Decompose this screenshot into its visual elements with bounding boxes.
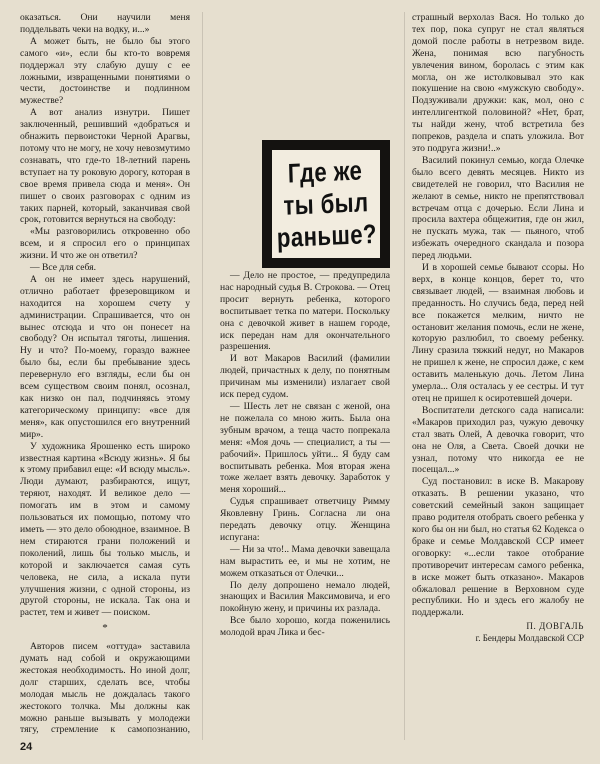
paragraph: А вот анализ изнутри. Пишет заключенный, решивший «добраться и обнажить первоистоки Черной Арагвы, потому что не могу, не хочу невозмутимо сознавать, что где-то 18-летний парень вступает на ту роковую дорогу, которая в свое время привела сюда и меня». Он пишет о своих разговорах с одним из таких парней, который, заканчивая свой срок, готовится вернуться на свободу: xyxy=(20,107,190,226)
section-separator: * xyxy=(102,622,108,635)
paragraph: — Все для себя. xyxy=(30,262,96,274)
paragraph: — Ни за что!.. Мама девочки завещала нам вырастить ее, и мы не хотим, не можем отказаться от Олечки... xyxy=(220,543,390,579)
paragraph: Все было хорошо, когда поженились молодой врач Лика и бес- xyxy=(220,615,390,639)
headline-box xyxy=(262,140,390,268)
left-column xyxy=(20,12,190,734)
paragraph: Судья спрашивает ответчицу Римму Яковлевну Гринь. Согласна ли она передать девочку отцу. Женщина испугана: xyxy=(220,496,390,543)
paragraph: Авторов писем «оттуда» заставила думать над собой и окружающими жестокая необходимость. Но иной долг, долг старших, сделать все, чтобы молодая мысль не дождалась такого жестокого толчка. Мы должны как можно раньше вызывать у молодежи тягу, стремление к самопознанию, xyxy=(20,641,190,734)
column-divider xyxy=(404,12,405,740)
article-headline: Где же ты был раньше? xyxy=(276,155,378,254)
paragraph: А он не имеет здесь нарушений, отлично работает фрезеровщиком и находится на хорошем счету у администрации. Спрашивается, что он вынес отсюда и что он понесет на свободу? Он испытал тяготы, лишения. Ну и что? По-моему, гораздо важнее было бы, если бы пребывание здесь перевернуло его взгляды, если бы он всем существом своим понял, осознал, как низко он пал, подчиняясь этому категорическому принципу: «все для меня», как опустошился его внутренний мир». xyxy=(20,273,190,440)
author-location: г. Бендеры Молдавской ССР xyxy=(475,633,584,644)
page-number: 24 xyxy=(20,741,33,753)
paragraph: И вот Макаров Василий (фамилии людей, причастных к делу, по понятным причинам мы изменили) излагает свой иск перед судом. xyxy=(220,353,390,401)
paragraph: Василий покинул семью, когда Олечке было всего девять месяцев. Никто из свидетелей не говорил, что Василия не желают в семье, никто не препятствовал встречам отца с дочерью. Если Лина и просила вахтера общежития, где он жил, не пускать мужа, так — пьяного, чтоб избежать очередного скандала и позора перед людьми. xyxy=(412,154,584,262)
paragraph: «Мы разговорились откровенно обо всем, и я спросил его о принципах жизни. И что же он ответил? xyxy=(20,226,190,262)
paragraph: — Шесть лет не связан с женой, она не пожелала со мною жить. Была она зубным врачом, а теща часто попрекала меня: «Моя дочь — специалист, а ты — рабочий». Пришлось уйти... Я буду сам воспитывать ребенка. Моя вторая жена тоже желает взять девочку. Заработок у меня хороший... xyxy=(220,400,390,496)
paragraph: У художника Ярошенко есть широко известная картина «Всюду жизнь». Я бы к этому прибавил еще: «И всюду мысль». Люди думают, разбираются, ищут, теряют, находят. И великое дело — помогать им в этом и самому пользоваться их помощью, потому что иметь — это дело обоюдное, взаимное. В нем стираются грани положений и поколений, лишь бы только мысль, и которой и заключается самая суть человека, не сила, а искала пути улучшения жизни, с одной стороны, из другой стороны, не искала. Так она и растет, тем и живет — поиском. xyxy=(20,440,190,619)
paragraph: По делу допрошено немало людей, знающих и Василия Максимовича, и его покойную жену, и причины их разлада. xyxy=(220,579,390,615)
paragraph: А может быть, не было бы этого самого «и», если бы кто-то вовремя поддержал эту слабую душу с ее ложными, извращенными понятиями о чести, достоинстве и подлинном мужестве? xyxy=(20,35,190,107)
paragraph: И в хорошей семье бывают ссоры. Но верх, в конце концов, берет то, что связывает людей, — взаимная любовь и преданность. Но случись беда, перед ней все покажется мелким, ничто не остановит желания помочь, если не жене, которую разлюбил, то своему ребенку. Лину сразила тяжкий недуг, но Макаров не пришел к жене, не спросил даже, с кем оставить маленькую дочь. Летом Лина умерла... Оля осталась у ее сестры. И тут отец не пришел к осиротевшей дочери. xyxy=(412,262,584,404)
paragraph: — Дело не простое, — предупредила нас народный судья В. Строкова. — Отец просит вернуть ребенка, которого воспитывает тетка по матери. Поскольку она с девочкой живет в нашем городе, иск передан нам для окончательного разрешения. xyxy=(220,270,390,353)
right-column xyxy=(412,12,584,752)
paragraph: оказаться. Они научили меня поддельвать чеки на водку, и...» xyxy=(20,12,190,35)
paragraph: страшный верхолаз Вася. Но только до тех пор, пока супруг не стал являться домой после работы в нетрезвом виде. Жена, понимая всю пагубность увлечения вином, боролась с этим как могла, он же истолковывал это как покушение на свою «мужскую свободу». Подзуживали дружки: как, мол, оно с интеллигенткой половиной? «Нет, брат, ты найди жену, чтоб встретила без попреков, раздела и спать уложила. Вот это подруга жизни!..» xyxy=(412,12,584,154)
middle-column xyxy=(220,270,390,740)
paragraph: Воспитатели детского сада написали: «Макаров приходил раз, чужую девочку стал звать Олей, А девочка говорит, что она не Оля, а Света. Своей дочки не узнал, потому что никогда ее не посещал...» xyxy=(412,404,584,476)
author-name: П. ДОВГАЛЬ xyxy=(526,621,584,632)
paragraph: Суд постановил: в иске В. Макарову отказать. В решении указано, что советский семейный закон защищает право родителя отобрать своего ребенка у кого бы он ни был, но статья 62 Кодекса о браке и семье Молдавской ССР имеет оговорку: «...если такое отобрание противоречит интересам самого ребенка, в иске может быть отказано». Макаров обжаловал решение в Верховном суде республики. Но и здесь его жалобу не поддержали. xyxy=(412,476,584,619)
column-divider xyxy=(202,12,203,740)
